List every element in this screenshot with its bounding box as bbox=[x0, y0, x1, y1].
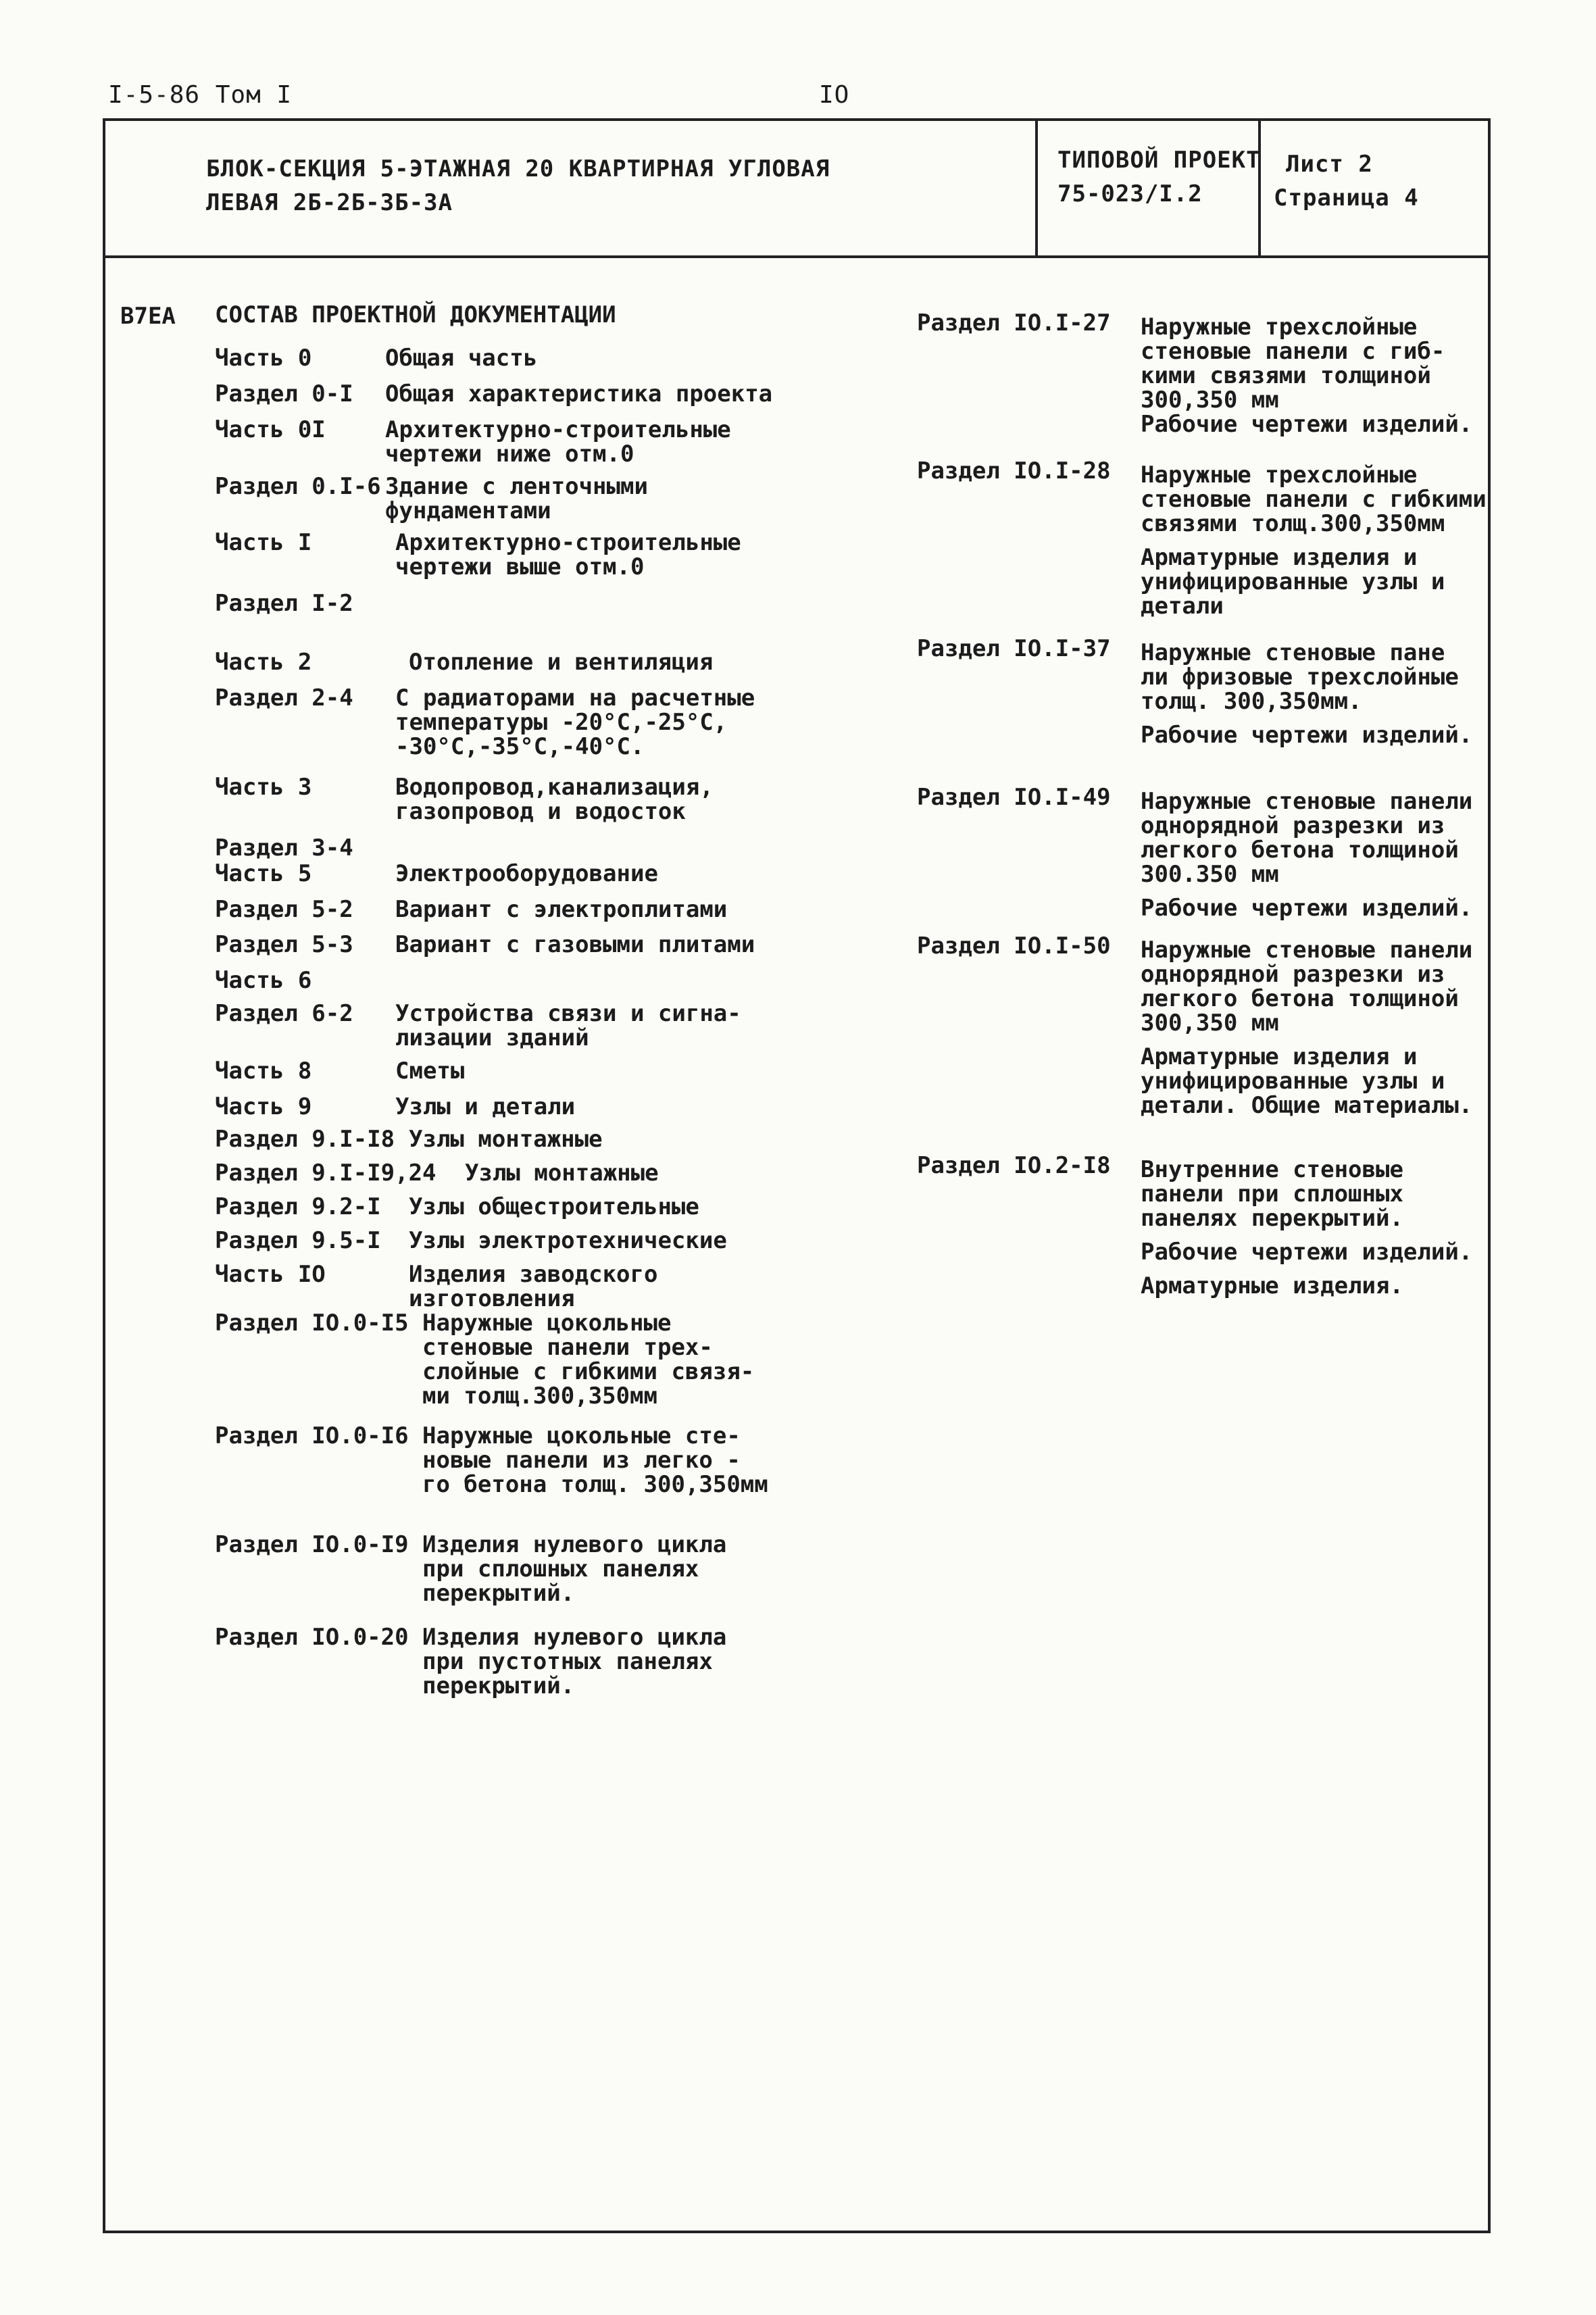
toc-entry-label: Часть 0I bbox=[215, 416, 326, 443]
toc-entry-label: Часть 8 bbox=[215, 1057, 312, 1085]
toc-entry-label: Часть 0 bbox=[215, 345, 312, 372]
toc-entry-label: Раздел 9.2-I bbox=[215, 1193, 381, 1220]
toc-entry-label: Раздел IO.2-I8 bbox=[917, 1152, 1111, 1179]
toc-entry-paragraph: Арматурные изделия. bbox=[1141, 1272, 1403, 1299]
toc-entry-text bbox=[1141, 463, 1487, 618]
toc-entry-label: Раздел 9.I-I8 bbox=[215, 1126, 395, 1153]
toc-entry-label: Раздел 9.I-I9,24 bbox=[215, 1160, 437, 1187]
toc-entry-label: Раздел IO.I-50 bbox=[917, 932, 1111, 960]
project-block bbox=[1057, 143, 1261, 211]
toc-entry-paragraph: Внутренние стеновые панели при сплошных панелях перекрытий. bbox=[1141, 1156, 1403, 1232]
title-block-bottom-line bbox=[103, 255, 1491, 258]
toc-entry-text bbox=[1141, 789, 1472, 920]
toc-entry-label: Раздел 0.I-6 bbox=[215, 473, 381, 500]
toc-entry-text: Водопровод,канализация, газопровод и водосток bbox=[395, 774, 714, 825]
toc-entry-text: Изделия нулевого цикла при сплошных панелях перекрытий. bbox=[422, 1531, 727, 1607]
toc-entry-label: Раздел IO.I-37 bbox=[917, 635, 1111, 662]
toc-entry-label: Раздел I-2 bbox=[215, 590, 353, 617]
toc-entry-label: Часть 9 bbox=[215, 1093, 312, 1120]
toc-entry-paragraph: Арматурные изделия и унифицированные узлы и детали. Общие материалы. bbox=[1141, 1043, 1473, 1119]
toc-entry-text: Устройства связи и сигна- лизации зданий bbox=[395, 1000, 741, 1051]
toc-entry-paragraph: Арматурные изделия и унифицированные узлы и детали bbox=[1141, 544, 1445, 620]
toc-entry-label: Раздел IO.0-I9 bbox=[215, 1531, 409, 1558]
title-line-1: БЛОК-СЕКЦИЯ 5-ЭТАЖНАЯ 20 КВАРТИРНАЯ УГЛОВАЯ bbox=[206, 155, 830, 182]
toc-entry-label: Часть IO bbox=[215, 1261, 326, 1288]
toc-entry-paragraph: Наружные трехслойные стеновые панели с гибкими связями толщ.300,350мм bbox=[1141, 462, 1487, 537]
toc-entry-text: Общая характеристика проекта bbox=[385, 380, 773, 407]
toc-entry-label: Раздел 5-2 bbox=[215, 896, 353, 923]
toc-entry-text: Архитектурно-строительные чертежи ниже отм.0 bbox=[385, 416, 731, 468]
toc-entry-label: Раздел IO.I-27 bbox=[917, 309, 1111, 337]
toc-entry-text bbox=[1141, 641, 1472, 747]
toc-entry-text: Наружные цокольные стеновые панели трех- слойные с гибкими связя- ми толщ.300,350мм bbox=[422, 1310, 755, 1410]
toc-entry-label: Часть 2 bbox=[215, 649, 312, 676]
toc-entry-label: Часть 6 bbox=[215, 967, 312, 994]
toc-entry-paragraph: Рабочие чертежи изделий. bbox=[1141, 895, 1473, 922]
toc-entry-label: Часть 5 bbox=[215, 860, 312, 887]
toc-entry-label: Раздел 2-4 bbox=[215, 684, 353, 712]
page-number: IO bbox=[819, 81, 850, 109]
toc-entry-text: Здание с ленточными фундаментами bbox=[385, 473, 648, 524]
toc-entry-label: Раздел IO.0-20 bbox=[215, 1624, 409, 1651]
toc-entry-label: Раздел 6-2 bbox=[215, 1000, 353, 1027]
side-code: В7ЕА bbox=[120, 303, 176, 330]
toc-entry-label: Часть 3 bbox=[215, 774, 312, 801]
toc-entry-label: Раздел 9.5-I bbox=[215, 1227, 381, 1254]
toc-heading: СОСТАВ ПРОЕКТНОЙ ДОКУМЕНТАЦИИ bbox=[215, 301, 616, 328]
toc-entry-text: Узлы общестроительные bbox=[409, 1193, 699, 1220]
project-code: 75-023/I.2 bbox=[1057, 180, 1203, 207]
toc-entry-label: Раздел 0-I bbox=[215, 380, 353, 407]
toc-entry-text: Узлы монтажные bbox=[465, 1160, 659, 1187]
sheet-number: Лист 2 bbox=[1286, 151, 1373, 178]
toc-entry-text: Наружные цокольные сте- новые панели из легко - го бетона толщ. 300,350мм bbox=[422, 1422, 768, 1498]
toc-entry-label: Раздел IO.0-I5 bbox=[215, 1310, 409, 1337]
toc-entry-text: Архитектурно-строительные чертежи выше отм.0 bbox=[395, 529, 741, 580]
toc-entry-text: Отопление и вентиляция bbox=[409, 649, 714, 676]
toc-entry-text: Вариант с газовыми плитами bbox=[395, 931, 755, 958]
sheet-block bbox=[1274, 147, 1419, 215]
toc-entry-label: Раздел 3-4 bbox=[215, 835, 353, 862]
toc-entry-label: Раздел 5-3 bbox=[215, 931, 353, 958]
toc-entry-paragraph: Наружные стеновые пане ли фризовые трехслойные толщ. 300,350мм. bbox=[1141, 639, 1459, 715]
toc-entry-label: Часть I bbox=[215, 529, 312, 556]
title-block-divider-1 bbox=[1035, 118, 1038, 257]
toc-entry-label: Раздел IO.I-49 bbox=[917, 784, 1111, 811]
toc-entry-text: Вариант с электроплитами bbox=[395, 896, 728, 923]
toc-entry-text bbox=[1141, 938, 1472, 1118]
toc-entry-text: Сметы bbox=[395, 1057, 465, 1085]
title-line-2: ЛЕВАЯ 2Б-2Б-3Б-3А bbox=[206, 189, 453, 216]
toc-entry-text bbox=[1141, 315, 1472, 437]
toc-entry-text: Узлы электротехнические bbox=[409, 1227, 727, 1254]
toc-entry-text: С радиаторами на расчетные температуры -20°С,-25°С, -30°С,-35°С,-40°С. bbox=[395, 684, 755, 760]
toc-entry-paragraph: Наружные стеновые панели однорядной разрезки из легкого бетона толщиной 300.350 мм bbox=[1141, 788, 1473, 888]
toc-entry-text: Узлы и детали bbox=[395, 1093, 576, 1120]
toc-entry-paragraph: Рабочие чертежи изделий. bbox=[1141, 722, 1473, 749]
title-block-title bbox=[206, 152, 830, 220]
toc-entry-text bbox=[1141, 1158, 1472, 1298]
page-info: Страница 4 bbox=[1274, 184, 1419, 211]
project-label: ТИПОВОЙ ПРОЕКТ bbox=[1057, 147, 1261, 174]
toc-entry-paragraph: Наружные стеновые панели однорядной разрезки из легкого бетона толщиной 300,350 мм bbox=[1141, 937, 1473, 1037]
toc-entry-paragraph: Рабочие чертежи изделий. bbox=[1141, 1239, 1473, 1266]
document-code: I-5-86 Том I bbox=[108, 81, 293, 109]
toc-entry-text: Изделия заводского изготовления bbox=[409, 1261, 658, 1312]
toc-entry-text: Электрооборудование bbox=[395, 860, 658, 887]
toc-entry-text: Изделия нулевого цикла при пустотных панелях перекрытий. bbox=[422, 1624, 727, 1699]
toc-entry-paragraph: Наружные трехслойные стеновые панели с гиб- кими связями толщиной 300,350 мм Рабочие чертежи изделий. bbox=[1141, 314, 1473, 438]
toc-entry-text: Общая часть bbox=[385, 345, 538, 372]
toc-entry-text: Узлы монтажные bbox=[409, 1126, 603, 1153]
toc-entry-label: Раздел IO.0-I6 bbox=[215, 1422, 409, 1449]
toc-entry-label: Раздел IO.I-28 bbox=[917, 457, 1111, 484]
